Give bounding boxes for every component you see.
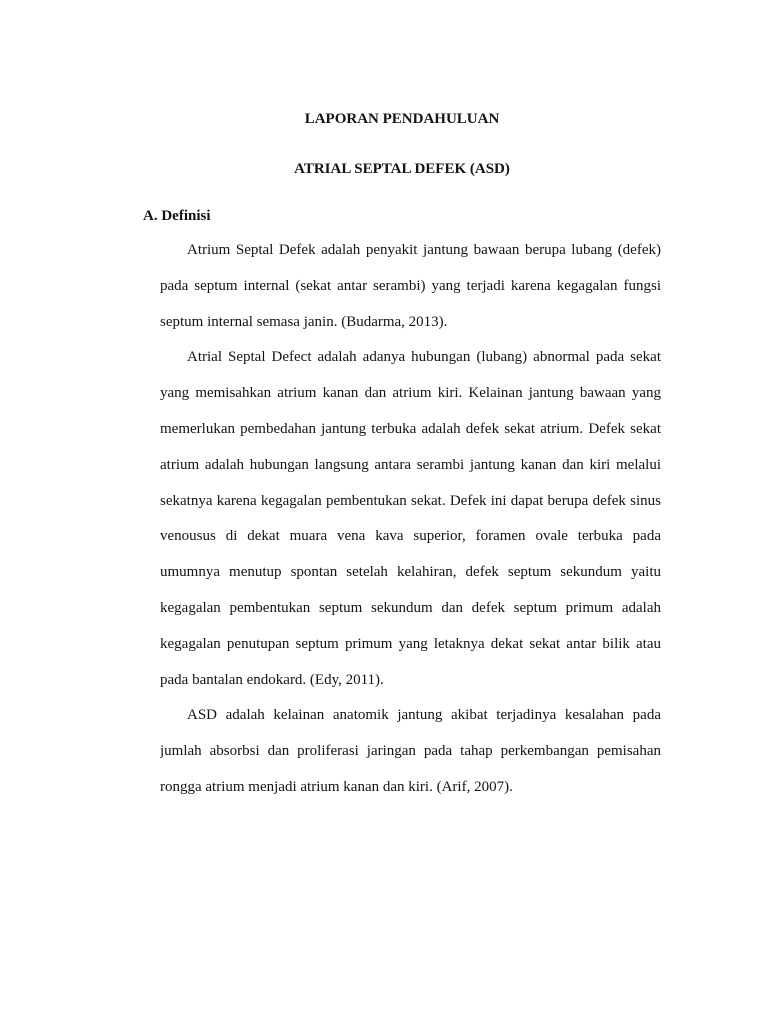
paragraph-line: pada septum internal (sekat antar serambi) yang terjadi karena kegagalan fungsi [160, 277, 661, 294]
paragraph-line: septum internal semasa janin. (Budarma, 2013). [160, 313, 448, 330]
paragraph-line: venousus di dekat muara vena kava superior, foramen ovale terbuka pada [160, 528, 661, 545]
paragraph-line: rongga atrium menjadi atrium kanan dan kiri. (Arif, 2007). [160, 778, 513, 795]
paragraph-line: yang memisahkan atrium kanan dan atrium kiri. Kelainan jantung bawaan yang [160, 385, 661, 402]
paragraph-line: Atrium Septal Defek adalah penyakit jantung bawaan berupa lubang (defek) [187, 242, 661, 258]
paragraph-line: umumnya menutup spontan setelah kelahiran, defek septum sekundum yaitu [160, 564, 661, 581]
paragraph [160, 233, 661, 340]
paragraph-line: ASD adalah kelainan anatomik jantung akibat terjadinya kesalahan pada [187, 707, 661, 724]
paragraph-line: pada bantalan endokard. (Edy, 2011). [160, 671, 384, 688]
paragraph-line: sekatnya karena kegagalan pembentukan sekat. Defek ini dapat berupa defek sinus [160, 492, 661, 509]
document-subtitle: ATRIAL SEPTAL DEFEK (ASD) [294, 161, 510, 177]
section-body [160, 233, 661, 806]
section-heading: A. Definisi [143, 208, 211, 224]
paragraph-line: memerlukan pembedahan jantung terbuka adalah defek sekat atrium. Defek sekat [160, 420, 661, 437]
paragraph-line: Atrial Septal Defect adalah adanya hubungan (lubang) abnormal pada sekat [187, 349, 661, 366]
paragraph-line: jumlah absorbsi dan proliferasi jaringan pada tahap perkembangan pemisahan [160, 743, 661, 760]
paragraph-line: kegagalan pembentukan septum sekundum dan defek septum primum adalah [160, 599, 661, 616]
paragraph-line: atrium adalah hubungan langsung antara serambi jantung kanan dan kiri melalui [160, 456, 661, 473]
paragraph [160, 698, 661, 805]
document-title: LAPORAN PENDAHULUAN [304, 111, 500, 127]
paragraph [160, 340, 661, 698]
paragraph-line: kegagalan penutupan septum primum yang letaknya dekat sekat antar bilik atau [160, 635, 661, 652]
